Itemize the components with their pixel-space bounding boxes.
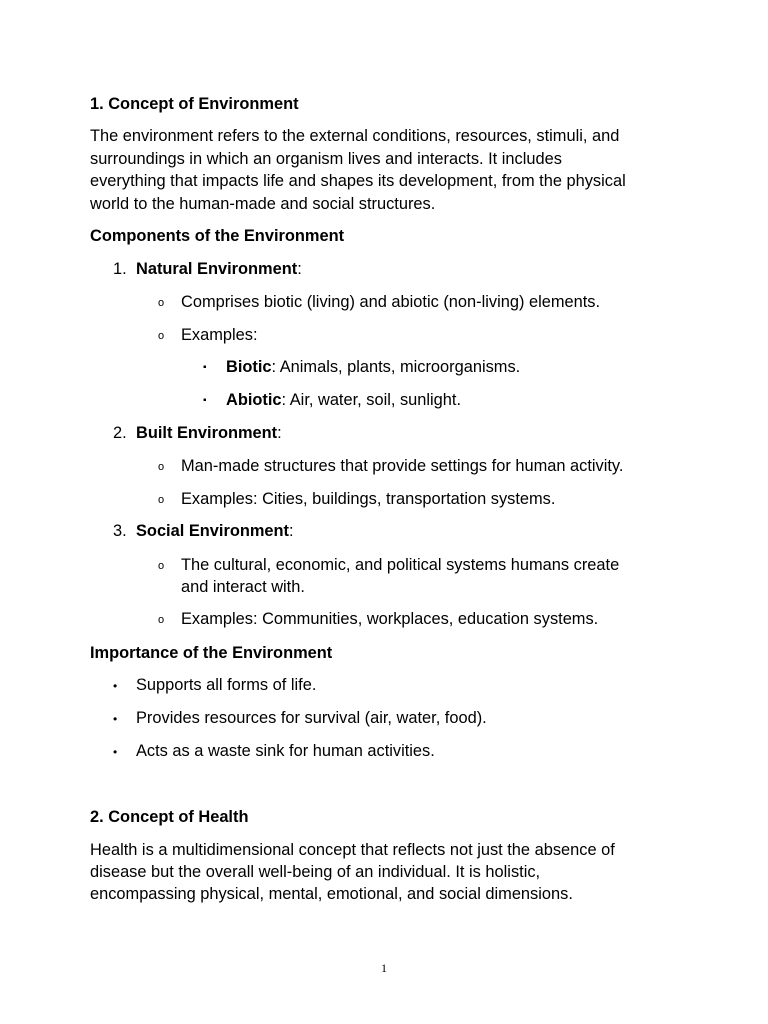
component-title-natural [136,258,302,281]
component-title-built [136,422,282,445]
importance-heading: Importance of the Environment [90,644,333,662]
list-item-continuation: and interact with. [181,578,305,596]
paragraph-line: Health is a multidimensional concept that reflects not just the absence of [90,841,615,859]
component-title-suffix: : [277,424,282,442]
paragraph-line: The environment refers to the external conditions, resources, stimuli, and [90,127,620,145]
paragraph-line: surroundings in which an organism lives and interacts. It includes [90,150,562,168]
paragraph-line: encompassing physical, mental, emotional, and social dimensions. [90,885,573,903]
list-item: Examples: Cities, buildings, transportation systems. [181,490,556,508]
component-title-suffix: : [297,260,302,278]
list-item: The cultural, economic, and political systems humans create [181,556,620,574]
component-title-social [136,520,294,543]
square-bullet-icon: ▪ [203,395,207,406]
list-item: Man-made structures that provide settings for human activity. [181,457,624,475]
list-item: Acts as a waste sink for human activities. [136,742,435,760]
bullet-icon: • [113,679,118,693]
component-title-label: Natural Environment [136,260,298,278]
example-label-biotic: Biotic [226,358,272,376]
section-heading-environment: 1. Concept of Environment [90,95,299,113]
list-item [226,389,461,412]
bullet-icon: • [113,745,118,759]
paragraph-line: disease but the overall well-being of an individual. It is holistic, [90,863,541,881]
list-number: 1. [113,260,127,278]
circle-bullet-icon: o [158,461,165,473]
list-item: Provides resources for survival (air, water, food). [136,709,487,727]
component-title-label: Built Environment [136,424,278,442]
list-item [226,356,520,379]
paragraph-line: everything that impacts life and shapes its development, from the physical [90,172,626,190]
list-item: Examples: Communities, workplaces, education systems. [181,610,599,628]
list-number: 3. [113,522,127,540]
list-item: Examples: [181,326,258,344]
components-heading: Components of the Environment [90,227,345,245]
bullet-icon: • [113,712,118,726]
paragraph-line: world to the human-made and social structures. [90,195,436,213]
list-number: 2. [113,424,127,442]
list-item: Supports all forms of life. [136,676,317,694]
list-item: Comprises biotic (living) and abiotic (non-living) elements. [181,293,601,311]
example-text: : Air, water, soil, sunlight. [281,391,462,409]
circle-bullet-icon: o [158,330,165,342]
square-bullet-icon: ▪ [203,362,207,373]
example-text: : Animals, plants, microorganisms. [271,358,521,376]
component-title-label: Social Environment [136,522,290,540]
circle-bullet-icon: o [158,560,165,572]
page-number: 1 [381,961,387,975]
section-heading-health: 2. Concept of Health [90,808,249,826]
circle-bullet-icon: o [158,614,165,626]
component-title-suffix: : [289,522,294,540]
example-label-abiotic: Abiotic [226,391,282,409]
circle-bullet-icon: o [158,494,165,506]
circle-bullet-icon: o [158,297,165,309]
